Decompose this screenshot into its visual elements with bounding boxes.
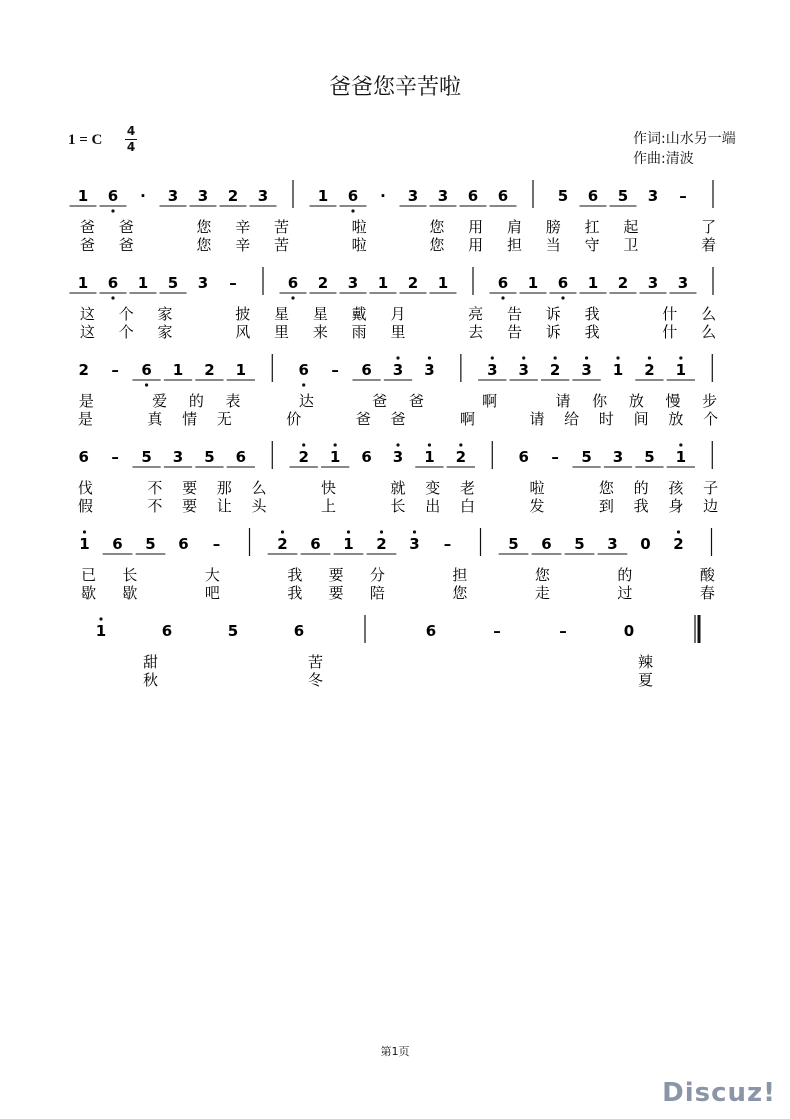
lyric-char: 您 (196, 236, 212, 254)
note: 1 (77, 187, 89, 205)
lyric-char: 大 (204, 566, 220, 584)
note: 6 (347, 187, 359, 205)
lyric-char: 披 (235, 305, 251, 323)
lyric-char: 放 (668, 410, 684, 428)
lyric-char: 卫 (623, 236, 639, 254)
note: 2 (298, 448, 309, 466)
lyric-char: 守 (584, 236, 600, 254)
lyric-char: 啊 (482, 392, 498, 410)
lyric-char: 里 (390, 323, 406, 341)
lyric-char: 不 (147, 479, 163, 497)
lyric-char: 走 (534, 584, 550, 602)
note: 6 (361, 361, 372, 379)
lyric-char: 长 (122, 566, 138, 584)
note: 5 (617, 187, 629, 205)
lyric-char: 我 (633, 497, 649, 515)
note: 5 (644, 448, 655, 466)
note: – (443, 535, 452, 553)
lyric-char: 分 (369, 566, 385, 584)
lyric-char: 那 (216, 479, 232, 497)
high-octave-dot (281, 530, 284, 533)
high-octave-dot (396, 443, 399, 446)
lyric-char: 歇 (81, 584, 97, 602)
lyric-char: 冬 (307, 671, 324, 689)
note: 2 (455, 448, 467, 466)
note: 6 (235, 448, 247, 466)
note: – (111, 361, 119, 379)
lyric-char: 苦 (274, 218, 290, 236)
note: – (229, 274, 237, 292)
high-octave-dot (334, 443, 337, 446)
note: 5 (557, 187, 569, 205)
note: 2 (407, 274, 419, 292)
note: 1 (137, 274, 149, 292)
lyric-char: 亮 (468, 305, 484, 323)
lyric-char: 当 (545, 236, 561, 254)
lyric-char: 什 (662, 305, 678, 323)
watermark: Discuz! (662, 1078, 776, 1108)
lyric-char: 我 (287, 584, 303, 602)
note: 6 (112, 535, 123, 553)
note: 1 (343, 535, 354, 553)
lyric-char: 扛 (584, 218, 600, 236)
note: 6 (557, 274, 569, 292)
note: 1 (95, 622, 107, 640)
lyric-char: 苦 (307, 653, 324, 671)
high-octave-dot (428, 443, 431, 446)
lyric-char: 用 (468, 236, 484, 254)
note: 2 (78, 361, 89, 379)
high-octave-dot (428, 356, 431, 359)
lyric-char: 的 (188, 392, 204, 410)
high-octave-dot (522, 356, 525, 359)
low-octave-dot (111, 209, 114, 212)
note: 3 (409, 535, 420, 553)
lyric-char: 到 (598, 497, 614, 515)
note: 1 (675, 448, 687, 466)
note: · (140, 187, 146, 205)
lyric-char: 你 (592, 392, 608, 410)
lyric-char: 假 (77, 497, 93, 515)
note: – (679, 187, 687, 205)
lyric-char: 您 (534, 566, 550, 584)
lyric-char: 过 (617, 584, 633, 602)
time-signature-bottom: 4 (126, 140, 136, 154)
lyric-char: 着 (701, 236, 717, 254)
lyric-char: 辛 (235, 236, 251, 254)
note: 5 (204, 448, 215, 466)
note: 0 (640, 535, 651, 553)
note: 1 (437, 274, 449, 292)
note: 6 (78, 448, 89, 466)
lyric-char: 么 (701, 305, 717, 323)
lyric-char: 星 (312, 305, 328, 323)
song-title: 爸爸您辛苦啦 (328, 75, 461, 100)
note: 6 (361, 448, 372, 466)
lyric-char: 放 (628, 392, 644, 410)
lyric-char: 了 (701, 218, 717, 236)
low-octave-dot (561, 296, 564, 299)
lyricist-credit: 作词:山水另一端 (633, 131, 736, 147)
note: 6 (518, 448, 529, 466)
lyric-char: 伐 (77, 479, 93, 497)
lyric-char: 个 (118, 305, 134, 323)
note: 1 (424, 448, 435, 466)
note: 6 (161, 622, 173, 640)
note: 6 (587, 187, 599, 205)
lyric-char: 您 (452, 584, 468, 602)
lyric-char: 子 (703, 479, 719, 497)
note: – (212, 535, 221, 553)
lyric-char: 星 (274, 305, 290, 323)
composer-credit: 作曲:清波 (633, 151, 694, 167)
note: 3 (607, 535, 618, 553)
lyric-char: 来 (312, 323, 328, 341)
lyric-char: 告 (506, 305, 522, 323)
note: 3 (581, 361, 592, 379)
note: 2 (376, 535, 387, 553)
note: 3 (424, 361, 435, 379)
lyric-char: 担 (452, 566, 468, 584)
note: · (380, 187, 386, 205)
note: 3 (487, 361, 498, 379)
lyric-char: 要 (328, 584, 344, 602)
lyric-char: 情 (182, 410, 198, 428)
note: 2 (673, 535, 684, 553)
high-octave-dot (554, 356, 557, 359)
lyric-char: 月 (390, 305, 406, 323)
note: 1 (587, 274, 599, 292)
high-octave-dot (302, 443, 305, 446)
note: – (111, 448, 119, 466)
lyric-char: 家 (157, 323, 173, 341)
lyric-char: 步 (702, 392, 718, 410)
lyric-char: 边 (703, 497, 719, 515)
note: 6 (298, 361, 309, 379)
note: 2 (549, 361, 561, 379)
high-octave-dot (491, 356, 494, 359)
note: 3 (197, 274, 209, 292)
lyric-char: 啦 (351, 218, 367, 236)
lyric-char: 表 (225, 392, 241, 410)
high-octave-dot (679, 443, 682, 446)
note: 1 (235, 361, 247, 379)
high-octave-dot (347, 530, 350, 533)
note: 5 (574, 535, 585, 553)
lyric-char: 时 (598, 410, 614, 428)
lyric-char: 诉 (545, 323, 561, 341)
lyric-char: 啦 (529, 479, 545, 497)
note: 6 (497, 187, 509, 205)
page-number: 第1页 (380, 1045, 410, 1058)
high-octave-dot (380, 530, 383, 533)
high-octave-dot (679, 356, 682, 359)
note: 3 (647, 274, 659, 292)
note: 1 (377, 274, 389, 292)
note: 3 (518, 361, 529, 379)
note: 5 (167, 274, 179, 292)
note: 5 (145, 535, 156, 553)
note: 2 (617, 274, 629, 292)
note: 6 (141, 361, 152, 379)
lyric-char: 诉 (545, 305, 561, 323)
note: 1 (329, 448, 341, 466)
note: 1 (172, 361, 184, 379)
lyric-char: 肩 (506, 218, 522, 236)
lyric-char: 孩 (668, 479, 684, 497)
note: 1 (612, 361, 624, 379)
lyric-char: 戴 (351, 305, 367, 323)
lyric-char: 无 (216, 410, 232, 428)
lyric-char: 爸 (372, 392, 388, 410)
lyric-char: 个 (118, 323, 134, 341)
lyric-char: 么 (251, 479, 267, 497)
lyric-char: 爸 (355, 410, 371, 428)
note: 6 (425, 622, 437, 640)
note: 3 (167, 187, 179, 205)
high-octave-dot (648, 356, 651, 359)
time-signature-top: 4 (126, 124, 136, 138)
note: 1 (675, 361, 687, 379)
lyric-char: 爸 (390, 410, 406, 428)
lyric-char: 辣 (637, 653, 654, 671)
lyric-char: 膀 (545, 218, 561, 236)
lyric-char: 头 (251, 497, 267, 515)
lyric-char: 风 (235, 323, 251, 341)
note: 6 (467, 187, 479, 205)
lyric-char: 老 (459, 479, 475, 497)
lyric-char: 这 (79, 323, 95, 341)
note: 3 (437, 187, 449, 205)
lyric-char: 您 (196, 218, 212, 236)
lyric-char: 起 (623, 218, 639, 236)
low-octave-dot (145, 383, 148, 386)
lyric-char: 慢 (665, 392, 681, 410)
lyric-char: 陪 (369, 584, 385, 602)
note: 0 (623, 622, 635, 640)
lyric-char: 就 (390, 479, 406, 497)
note: 2 (644, 361, 655, 379)
high-octave-dot (413, 530, 416, 533)
lyric-char: 不 (147, 497, 163, 515)
lyric-char: 请 (555, 392, 571, 410)
high-octave-dot (585, 356, 588, 359)
note: 2 (204, 361, 215, 379)
lyric-char: 请 (529, 410, 545, 428)
low-octave-dot (291, 296, 294, 299)
lyric-char: 吧 (204, 584, 220, 602)
note: – (493, 622, 501, 640)
lyric-char: 真 (147, 410, 163, 428)
high-octave-dot (459, 443, 462, 446)
lyric-char: 爸 (79, 218, 95, 236)
note: 1 (79, 535, 90, 553)
lyric-char: 酸 (699, 566, 715, 584)
lyric-char: 甜 (142, 653, 159, 671)
lyric-char: 出 (425, 497, 441, 515)
lyric-char: 您 (429, 218, 445, 236)
lyric-char: 爸 (79, 236, 95, 254)
note: 3 (392, 448, 404, 466)
lyric-char: 给 (564, 410, 580, 428)
lyric-char: 价 (286, 410, 302, 428)
lyric-char: 要 (182, 479, 198, 497)
note: 3 (647, 187, 659, 205)
lyric-char: 啊 (459, 410, 475, 428)
lyric-char: 雨 (351, 323, 367, 341)
lyric-char: 个 (703, 410, 719, 428)
note: 6 (107, 274, 119, 292)
note: 3 (197, 187, 209, 205)
lyric-char: 苦 (274, 236, 290, 254)
high-octave-dot (616, 356, 619, 359)
lyric-char: 啦 (351, 236, 367, 254)
lyric-char: 上 (321, 497, 337, 515)
low-octave-dot (111, 296, 114, 299)
note: 6 (497, 274, 509, 292)
note: 2 (227, 187, 239, 205)
note: 5 (581, 448, 592, 466)
note: 3 (677, 274, 689, 292)
lyric-char: 里 (274, 323, 290, 341)
note: 6 (541, 535, 552, 553)
lyric-char: 告 (506, 323, 522, 341)
lyric-char: 间 (633, 410, 649, 428)
lyric-char: 变 (425, 479, 441, 497)
lyric-char: 我 (584, 305, 600, 323)
lyric-char: 我 (584, 323, 600, 341)
note: 5 (227, 622, 239, 640)
lyric-char: 的 (633, 479, 649, 497)
note: 6 (293, 622, 305, 640)
lyric-char: 爸 (408, 392, 424, 410)
lyric-char: 快 (321, 479, 337, 497)
note: 1 (317, 187, 329, 205)
note: 6 (287, 274, 299, 292)
lyric-char: 您 (598, 479, 614, 497)
lyric-char: 要 (328, 566, 344, 584)
note: 3 (347, 274, 359, 292)
note: 3 (172, 448, 184, 466)
lyric-char: 发 (529, 497, 545, 515)
lyric-char: 辛 (235, 218, 251, 236)
low-octave-dot (302, 383, 305, 386)
lyric-char: 秋 (142, 671, 159, 689)
note: 1 (77, 274, 89, 292)
lyric-char: 身 (668, 497, 684, 515)
lyric-char: 是 (77, 410, 93, 428)
note: 3 (392, 361, 404, 379)
note: 3 (612, 448, 624, 466)
key-signature: 1 = C (68, 132, 103, 148)
lyric-char: 家 (157, 305, 173, 323)
lyric-char: 是 (78, 392, 94, 410)
lyric-char: 的 (617, 566, 633, 584)
lyric-char: 要 (182, 497, 198, 515)
lyric-char: 歇 (122, 584, 138, 602)
note: 2 (277, 535, 288, 553)
note: 5 (141, 448, 152, 466)
high-octave-dot (396, 356, 399, 359)
low-octave-dot (351, 209, 354, 212)
low-octave-dot (501, 296, 504, 299)
lyric-char: 爸 (118, 236, 134, 254)
note: 6 (178, 535, 189, 553)
high-octave-dot (677, 530, 680, 533)
note: 2 (317, 274, 329, 292)
lyric-char: 去 (468, 323, 484, 341)
lyric-char: 么 (701, 323, 717, 341)
lyric-char: 达 (298, 392, 314, 410)
lyric-char: 春 (699, 584, 715, 602)
high-octave-dot (83, 530, 86, 533)
lyric-char: 白 (459, 497, 475, 515)
note: 5 (508, 535, 519, 553)
lyric-char: 用 (468, 218, 484, 236)
lyric-char: 这 (79, 305, 95, 323)
note: – (331, 361, 339, 379)
note: 1 (527, 274, 539, 292)
lyric-char: 爸 (118, 218, 134, 236)
lyric-char: 担 (506, 236, 522, 254)
high-octave-dot (99, 617, 102, 620)
lyric-char: 让 (216, 497, 232, 515)
note: 3 (257, 187, 269, 205)
note: 3 (407, 187, 419, 205)
lyric-char: 夏 (637, 671, 654, 689)
lyric-char: 什 (662, 323, 678, 341)
note: – (551, 448, 559, 466)
lyric-char: 爱 (152, 392, 168, 410)
lyric-char: 已 (81, 566, 97, 584)
lyric-char: 我 (287, 566, 303, 584)
note: – (559, 622, 567, 640)
note: 6 (107, 187, 119, 205)
lyric-char: 您 (429, 236, 445, 254)
note: 6 (310, 535, 321, 553)
lyric-char: 长 (390, 497, 406, 515)
